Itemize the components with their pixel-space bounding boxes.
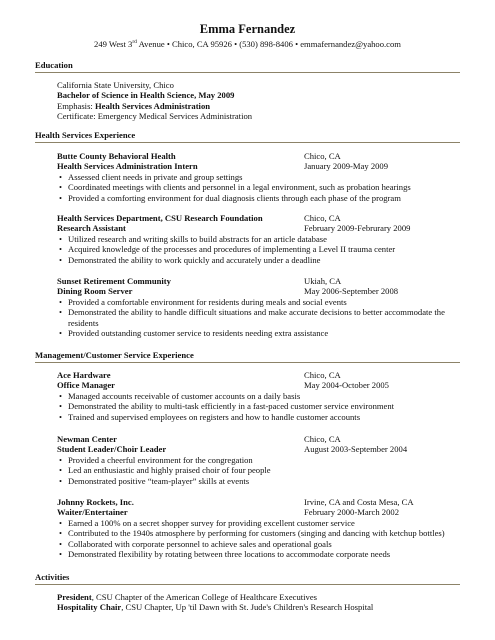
emphasis-label: Emphasis: [57, 100, 95, 111]
job-bullets [57, 455, 460, 486]
job-role: Waiter/Entertainer [57, 507, 128, 518]
job-dates: January 2009-May 2009 [304, 161, 389, 172]
job-dates: February 2000-March 2002 [304, 507, 399, 518]
section-divider [35, 362, 460, 363]
health-heading: Health Services Experience [35, 130, 136, 140]
list-item: • Collaborated with corporate personnel to achieve sales and operational goals [57, 539, 460, 549]
section-divider [35, 142, 460, 143]
job-organization: Ace Hardware [57, 370, 111, 380]
degree: Bachelor of Science in Health Science, May 2009 [57, 90, 235, 101]
address-ordinal: rd [132, 39, 137, 46]
list-item: • Provided a comfortable environment for residents during meals and social events [57, 297, 460, 307]
list-item: • Provided a comforting environment for dual diagnosis clients through each phase of the program [57, 193, 460, 203]
job-bullets [57, 297, 460, 339]
job-bullets [57, 518, 460, 560]
job-dates: May 2004-October 2005 [304, 380, 389, 391]
list-item: • Demonstrated flexibility by rotating between three locations to accommodate corporate needs [57, 549, 460, 559]
list-item: • Utilized research and writing skills to build abstracts for an article database [57, 234, 460, 244]
certificate: Certificate: Emergency Medical Services Administration [57, 111, 253, 122]
address-rest: Avenue • Chico, CA 95926 • (530) 898-8406 • emmafernandez@yahoo.com [136, 39, 401, 49]
job-entry [57, 497, 460, 559]
job-location: Chico, CA [304, 370, 341, 380]
job-entry [57, 434, 460, 486]
list-item: • Provided outstanding customer service to residents needing extra assistance [57, 328, 460, 338]
job-entry [57, 213, 460, 265]
job-role: Office Manager [57, 380, 115, 391]
job-role: Student Leader/Choir Leader [57, 444, 167, 455]
job-dates: May 2006-September 2008 [304, 286, 399, 297]
job-organization: Sunset Retirement Community [57, 276, 171, 286]
education-section [35, 60, 460, 73]
management-heading: Management/Customer Service Experience [35, 350, 194, 360]
list-item: • Managed accounts receivable of customer accounts on a daily basis [57, 391, 460, 401]
job-bullets [57, 172, 460, 203]
activities-list [57, 592, 373, 613]
activity-text: , CSU Chapter, Up 'til Dawn with St. Jude's Children's Research Hospital [121, 602, 374, 613]
job-dates: February 2009-Februrary 2009 [304, 223, 411, 234]
address-start: 249 West 3 [94, 39, 133, 49]
list-item: • Contributed to the 1940s atmosphere by performing for customers (singing and dancing with ketchup bottles) [57, 528, 460, 538]
job-organization: Newman Center [57, 434, 117, 444]
list-item: • Demonstrated the ability to multi-task efficiently in a fast-paced customer service environment [57, 401, 460, 411]
candidate-name: Emma Fernandez [199, 22, 296, 36]
list-item: • Demonstrated the ability to work quickly and accurately under a deadline [57, 255, 460, 265]
emphasis-value: Health Services Administration [94, 100, 211, 111]
list-item: • Demonstrated positive “team-player” skills at events [57, 476, 460, 486]
job-location: Chico, CA [304, 151, 341, 161]
job-organization: Johnny Rockets, Inc. [57, 497, 134, 507]
job-bullets [57, 234, 460, 265]
list-item: • Led an enthusiastic and highly praised choir of four people [57, 465, 460, 475]
activities-section [35, 572, 460, 585]
management-section [35, 350, 460, 363]
section-divider [35, 584, 460, 585]
list-item: • Assessed client needs in private and group settings [57, 172, 460, 182]
job-entry [57, 151, 460, 203]
education-heading: Education [35, 60, 73, 70]
list-item: • Coordinated meetings with clients and personnel in a legal environment, such as probation hearings [57, 182, 460, 192]
health-section [35, 130, 460, 143]
list-item: • Earned a 100% on a secret shopper survey for providing excellent customer service [57, 518, 460, 528]
contact-line [0, 39, 495, 49]
activity-role: Hospitality Chair [57, 602, 122, 613]
job-role: Dining Room Server [57, 286, 133, 297]
job-location: Ukiah, CA [304, 276, 342, 286]
job-location: Chico, CA [304, 213, 341, 223]
activities-heading: Activities [35, 572, 70, 582]
activity-item [57, 602, 373, 612]
job-bullets [57, 391, 460, 422]
job-dates: August 2003-September 2004 [304, 444, 408, 455]
job-organization: Butte County Behavioral Health [57, 151, 176, 161]
job-entry [57, 370, 460, 422]
education-details [57, 80, 252, 122]
list-item: • Trained and supervised employees on registers and how to handle customer accounts [57, 412, 460, 422]
job-role: Health Services Administration Intern [57, 161, 198, 172]
job-role: Research Assistant [57, 223, 126, 234]
emphasis-line [57, 101, 252, 111]
activity-text: , CSU Chapter of the American College of Healthcare Executives [91, 592, 317, 602]
job-location: Chico, CA [304, 434, 341, 444]
job-location: Irvine, CA and Costa Mesa, CA [304, 497, 414, 507]
list-item: • Provided a cheerful environment for the congregation [57, 455, 460, 465]
activity-item [57, 592, 373, 602]
school-name: California State University, Chico [57, 80, 174, 90]
list-item: • Demonstrated the ability to handle difficult situations and make accurate decisions to better accommodate the residents [57, 307, 460, 328]
activity-role: President [57, 592, 92, 602]
list-item: • Acquired knowledge of the processes and procedures of implementing a Level II trauma center [57, 244, 460, 254]
job-entry [57, 276, 460, 338]
section-divider [35, 72, 460, 73]
job-organization: Health Services Department, CSU Research Foundation [57, 213, 263, 223]
